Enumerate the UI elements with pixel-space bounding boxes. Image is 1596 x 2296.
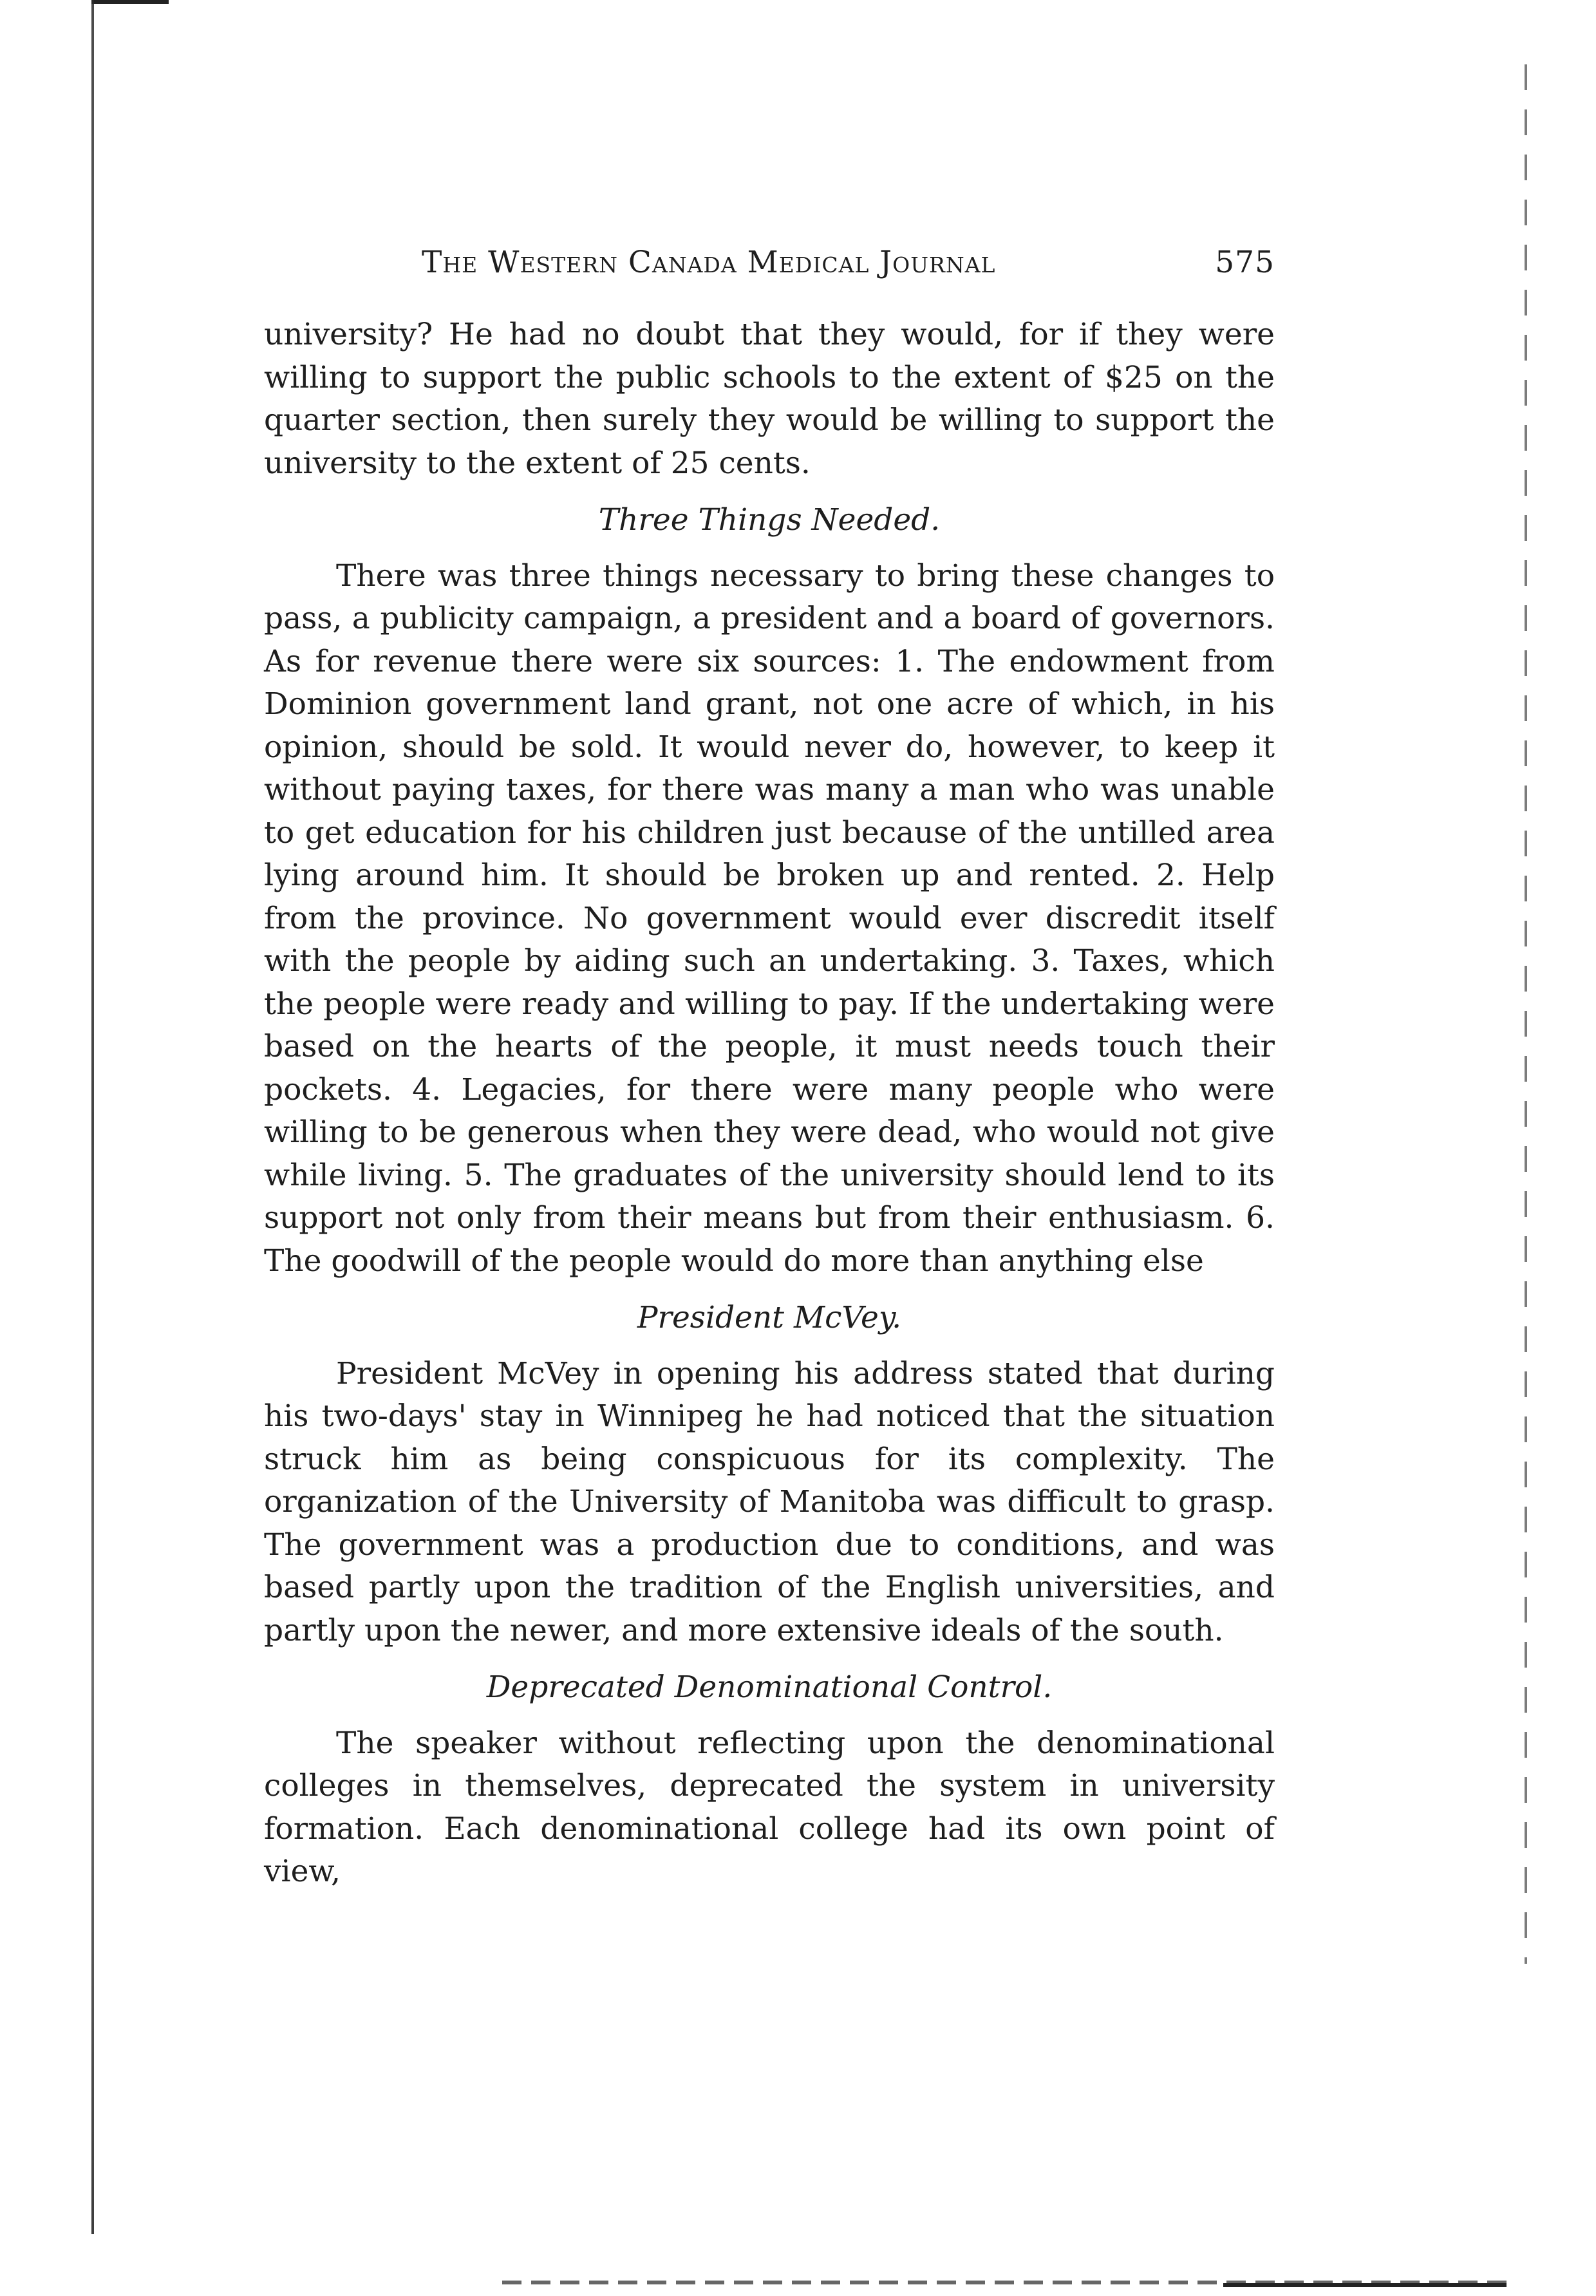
running-head — [264, 245, 1275, 280]
scan-edge-top — [91, 0, 169, 4]
paragraph-2: There was three things necessary to bring these changes to pass, a publicity campaign, a president and a board of governors. As for revenue there were six sources: 1. The endowment from Dominion government land grant, not one acre of which, in his opinion, should be sold. It would never do, however, to keep it without paying taxes, for there was many a man who was unable to get education for his children just because of the untilled area lying around him. It should be broken up and rented. 2. Help from the province. No government would ever discredit itself with the people by aiding such an undertaking. 3. Taxes, which the people were ready and willing to pay. If the undertaking were based on the hearts of the people, it must needs touch their pockets. 4. Legacies, for there were many people who were willing to be generous when they were dead, who would not give while living. 5. The graduates of the university should lend to its support not only from their means but from their enthusiasm. 6. The goodwill of the people would do more than anything else — [264, 558, 1275, 1279]
scan-edge-right — [1525, 64, 1527, 1964]
paragraph-1: university? He had no doubt that they would, for if they were willing to support the public schools to the extent of $25 on the quarter section, then surely they would be willing to support the university to the extent of 25 cents. — [264, 317, 1275, 481]
journal-title: The Western Canada Medical Journal — [422, 245, 996, 280]
scan-edge-left — [91, 0, 94, 2234]
paragraph-3: President McVey in opening his address stated that during his two-days' stay in Winnipeg he had noticed that the situation struck him as being conspicuous for its complexity. The organization of the University of Manitoba was difficult to grasp. The government was a production due to conditions, and was based partly upon the tradition of the English universities, and partly upon the newer, and more extensive ideals of the south. — [264, 1355, 1275, 1648]
paragraph-4: The speaker without reflecting upon the denominational colleges in themselves, deprecated the system in university formation. Each denominational college had its own point of view, — [264, 1725, 1275, 1889]
scan-edge-bottom-solid — [1223, 2283, 1507, 2287]
page-number: 575 — [1215, 245, 1275, 280]
section-heading-three-things: Three Things Needed. — [598, 502, 941, 538]
section-heading-denominational-control: Deprecated Denominational Control. — [486, 1670, 1053, 1705]
text-block — [264, 245, 1275, 1894]
section-heading-president-mcvey: President McVey. — [637, 1300, 902, 1335]
